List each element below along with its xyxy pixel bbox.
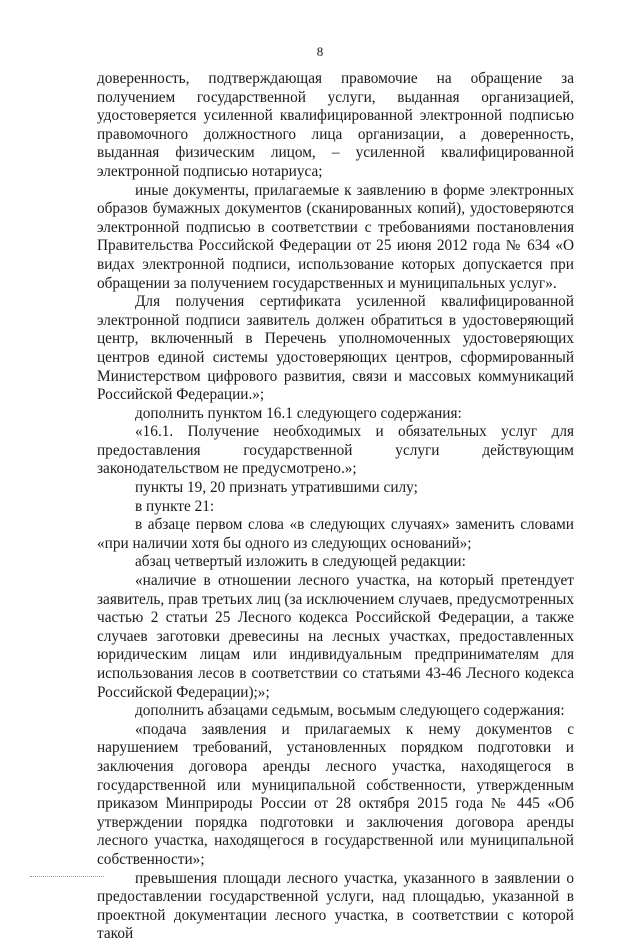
paragraph: «подача заявления и прилагаемых к нему документов с нарушением требований, установленных порядком подготовки и заключения договора аренды лесного участка, находящегося в государственной или муниципальной собственности, утвержденным приказом Минприроды России от 28 октября 2015 года № 445 «Об утверждении порядка подготовки и заключения договора аренды лесного участка, находящегося в государственной или муниципальной собственности»; bbox=[97, 720, 574, 868]
paragraph: превышения площади лесного участка, указанного в заявлении о предоставлении государственной услуги, над площадью, указанной в проектной документации лесного участка, в соответствии с которой такой bbox=[97, 869, 574, 943]
page-number: 8 bbox=[316, 44, 324, 59]
paragraph: дополнить пунктом 16.1 следующего содержания: bbox=[135, 404, 462, 422]
paragraph: иные документы, прилагаемые к заявлению в форме электронных образов бумажных документов (сканированных копий), удостоверяются электронной подписью в соответствии с требованиями постановления Правительства Российской Федерации от 25 июня 2012 года № 634 «О видах электронной подписи, использование которых допускается при обращении за получением государственных и муниципальных услуг». bbox=[97, 181, 574, 292]
paragraph: «наличие в отношении лесного участка, на который претендует заявитель, прав третьих лиц (за исключением случаев, предусмотренных частью 2 статьи 25 Лесного кодекса Российской Федерации, а также случаев заготовки древесины на лесных участках, предоставленных юридическим лицам или индивидуальным предпринимателям для использования лесов в соответствии со статьями 43-46 Лесного кодекса Российской Федерации);»; bbox=[97, 572, 574, 701]
paragraph: дополнить абзацами седьмым, восьмым следующего содержания: bbox=[135, 702, 565, 720]
paragraph: «16.1. Получение необходимых и обязательных услуг для предоставления государственной услуги действующим законодательством не предусмотрено.»; bbox=[97, 423, 574, 478]
document-body bbox=[97, 70, 574, 944]
scan-artifact-line bbox=[30, 876, 104, 878]
paragraph: в абзаце первом слова «в следующих случаях» заменить словами «при наличии хотя бы одного из следующих оснований»; bbox=[97, 516, 574, 552]
paragraph: абзац четвертый изложить в следующей редакции: bbox=[135, 553, 466, 571]
paragraph: Для получения сертификата усиленной квалифицированной электронной подписи заявитель должен обратиться в удостоверяющий центр, включенный в Перечень уполномоченных удостоверяющих центров единой системы удостоверяющих центров, сформированный Министерством цифрового развития, связи и массовых коммуникаций Российской Федерации.»; bbox=[97, 293, 574, 404]
paragraph: в пункте 21: bbox=[135, 497, 215, 515]
paragraph: пункты 19, 20 признать утратившими силу; bbox=[135, 479, 418, 497]
paragraph: доверенность, подтверждающая правомочие на обращение за получением государственной услуги, выданная организацией, удостоверяется усиленной квалифицированной электронной подписью правомочного должностного лица организации, а доверенность, выданная физическим лицом, – усиленной квалифицированной электронной подписью нотариуса; bbox=[97, 70, 574, 180]
